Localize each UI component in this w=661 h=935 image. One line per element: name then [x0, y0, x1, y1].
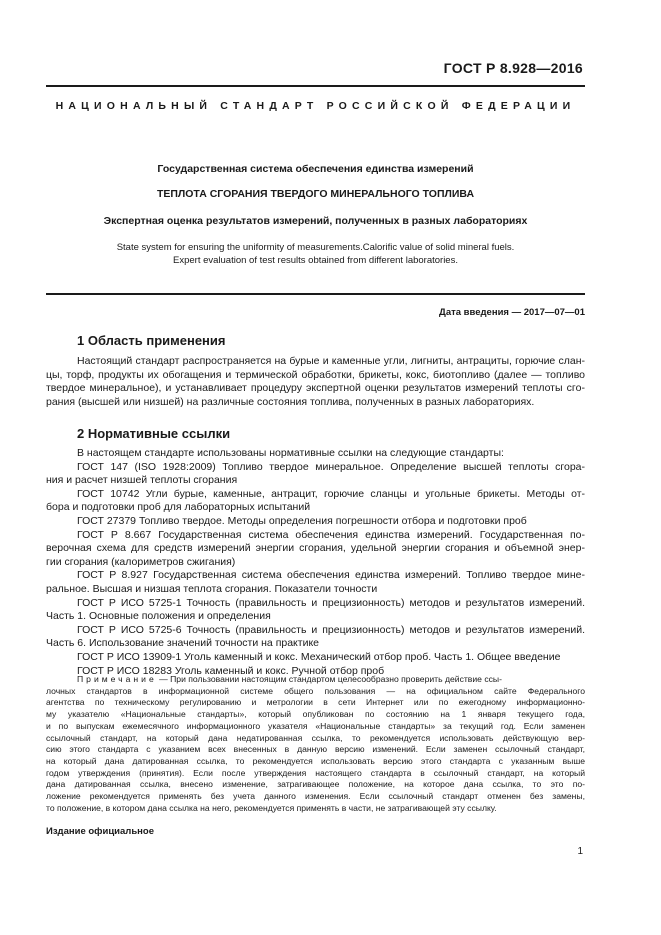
section-2-body	[46, 447, 585, 678]
reference-line: ГОСТ 147 (ISO 1928:2009) Топливо твердое минеральное. Определение высшей теплоты сгора-	[77, 460, 585, 473]
section-2-heading: 2 Нормативные ссылки	[77, 426, 231, 441]
note-first-line-text: — При пользовании настоящим стандартом целесообразно проверить действие ссы-	[156, 674, 502, 684]
reference-line: ГОСТ Р ИСО 5725-1 Точность (правильность и прецизионность) методов и результатов измерений.	[77, 596, 585, 609]
reference-line: ГОСТ 10742 Угли бурые, каменные, антрацит, горючие сланцы и угольные брикеты. Методы от-	[77, 487, 585, 500]
sub-title: Экспертная оценка результатов измерений, полученных в разных лабораториях	[103, 215, 528, 227]
note-line: дана датированная ссылка, внесено изменение, затрагивающее положение, на которое дана ссылка, то это по-	[46, 779, 585, 790]
note-line: агентства по техническому регулированию и метрологии в сети Интернет или по ежегодному информационно-	[46, 697, 585, 708]
reference-line: ральное. Высшая и низшая теплота сгорания. Показатели точности	[46, 582, 378, 595]
main-title: ТЕПЛОТА СГОРАНИЯ ТВЕРДОГО МИНЕРАЛЬНОГО ТОПЛИВА	[156, 188, 475, 200]
system-title: Государственная система обеспечения единства измерений	[157, 163, 474, 175]
note-line: на который дана датированная ссылка, то рекомендуется использовать версию этого стандарта с указанным выше	[46, 755, 585, 766]
national-standard-title: НАЦИОНАЛЬНЫЙ СТАНДАРТ РОССИЙСКОЙ ФЕДЕРАЦИИ	[55, 100, 576, 112]
text-line: твердое минеральное), и устанавливает процедуру экспертной оценки результатов измерений теплоты сгo-	[46, 382, 585, 395]
reference-line: ГОСТ Р ИСО 5725-6 Точность (правильность и прецизионность) методов и результатов измерений.	[77, 623, 585, 636]
reference-line: верочная схема для средств измерений энергии сгорания, удельной энергии сгорания и объемной энер-	[46, 542, 585, 555]
reference-line: ния и расчет низшей теплоты сгорания	[46, 474, 238, 487]
note-line: сию этого стандарта с указанием всех внесенных в данную версию изменений. Если заменен ссылочный стандарт,	[46, 744, 585, 755]
section-1-body	[46, 355, 585, 409]
note-line: ложение рекомендуется применять без учета данного изменения. Если ссылочный стандарт отменен без замены,	[46, 791, 585, 802]
english-title-line2: Expert evaluation of test results obtained from different laboratories.	[173, 255, 458, 266]
note-line: годом утверждения (принятия). Если после утверждения настоящего стандарта в ссылочный стандарт, на который	[46, 767, 585, 778]
top-rule	[46, 85, 585, 87]
reference-line: ГОСТ 27379 Топливо твердое. Методы определения погрешности отбора и подготовки проб	[77, 514, 527, 527]
reference-line: гии сгорания (калориметров сжигания)	[46, 555, 236, 568]
note-line: и по выпускам ежемесячного информационного указателя «Национальные стандарты» за текущий год. Если заменен	[46, 720, 585, 731]
reference-line: бора и подготовки проб для лабораторных испытаний	[46, 501, 311, 514]
reference-line: ГОСТ Р ИСО 13909-1 Уголь каменный и кокс. Механический отбор проб. Часть 1. Общее введение	[77, 650, 561, 663]
note-line: му указателю «Национальные стандарты», который опубликован по состоянию на 1 января текущего года,	[46, 709, 585, 720]
reference-line: Часть 1. Основные положения и определения	[46, 610, 271, 623]
text-line: Настоящий стандарт распространяется на бурые и каменные угли, лигниты, антрациты, горючие слан-	[77, 355, 585, 367]
reference-line: ГОСТ Р 8.667 Государственная система обеспечения единства измерений. Государственная по-	[77, 528, 585, 541]
edition-label: Издание официальное	[46, 826, 154, 837]
intro-date: Дата введения — 2017—07—01	[439, 307, 585, 318]
note-block	[46, 674, 585, 814]
reference-line: ГОСТ Р 8.927 Государственная система обеспечения единства измерений. Топливо твердое мине-	[77, 569, 585, 582]
english-title-line1: State system for ensuring the uniformity of measurements.Calorific value of solid mineral fuels.	[116, 242, 515, 253]
reference-line: Часть 6. Использование значений точности на практике	[46, 637, 319, 650]
separator-rule	[46, 293, 585, 295]
note-label: Примечание	[77, 674, 157, 684]
section-1-heading: 1 Область применения	[77, 333, 226, 348]
document-code: ГОСТ Р 8.928—2016	[443, 60, 583, 76]
text-line: цы, торф, продукты их обогащения и термической обработки, брикеты, кокс, биотопливо (далее — топливо	[46, 368, 585, 381]
note-line: то положение, в котором дана ссылка на него, рекомендуется применять в части, не затрагивающей эту ссылку.	[46, 802, 497, 813]
text-line: рания (высшей или низшей) на различные состояния топлива, полученных в разных лабораториях.	[46, 395, 535, 408]
note-line: ссылочный стандарт, на который дана недатированная ссылка, то рекомендуется использовать действующую вер-	[46, 732, 585, 743]
reference-line: В настоящем стандарте использованы нормативные ссылки на следующие стандарты:	[77, 447, 504, 459]
page-number: 1	[577, 846, 583, 857]
reference-line: ГОСТ Р ИСО 18283 Уголь каменный и кокс. Ручной отбор проб	[77, 664, 385, 677]
note-first-line	[46, 674, 585, 686]
note-line: лочных стандартов в информационной системе общего пользования — на официальном сайте Федерального	[46, 685, 585, 696]
